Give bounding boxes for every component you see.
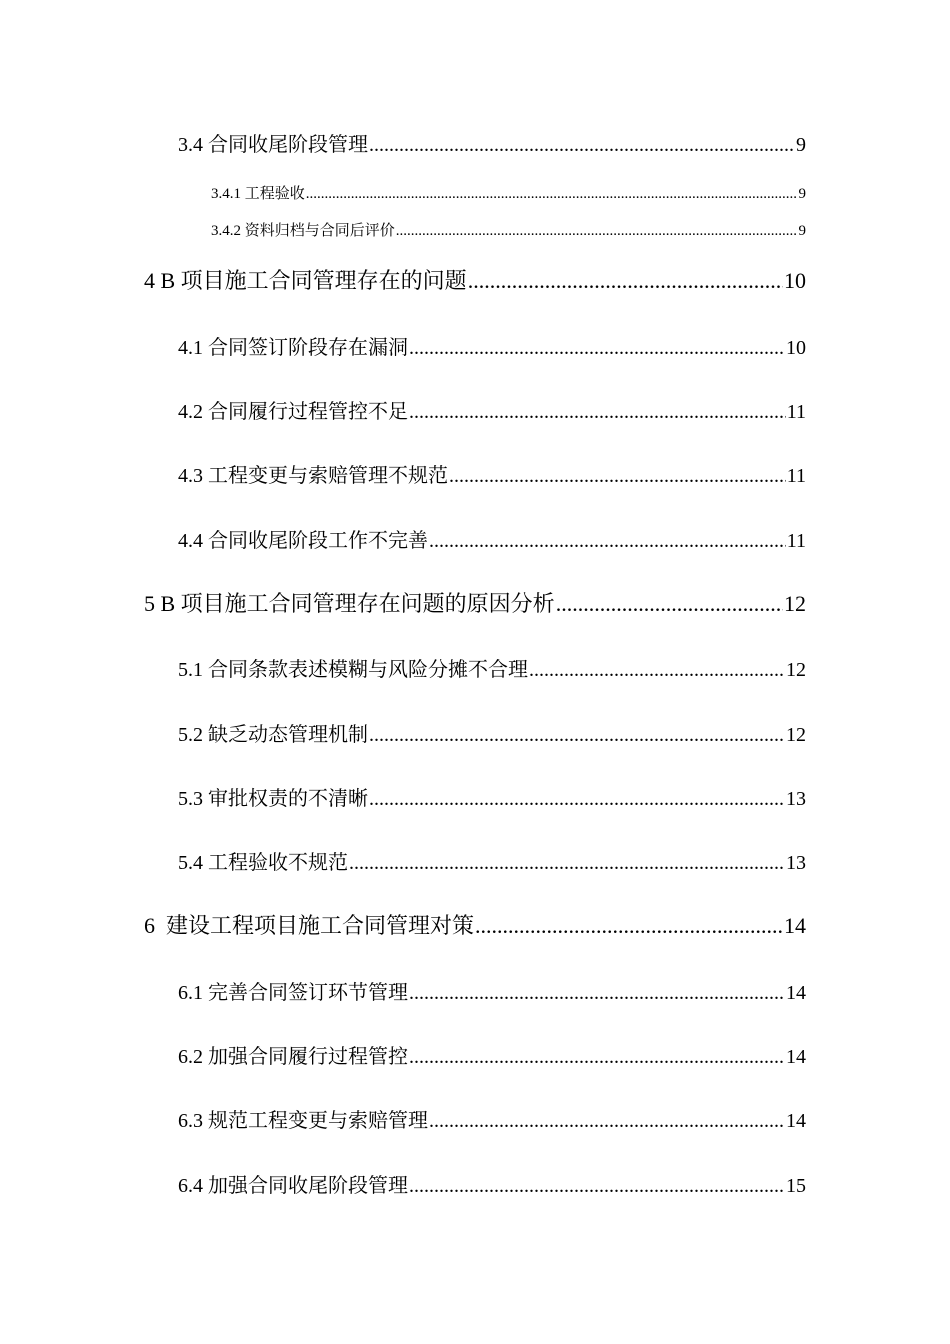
toc-dot-leader <box>556 591 783 617</box>
toc-dot-leader <box>429 1110 785 1133</box>
toc-dot-leader <box>409 982 785 1005</box>
toc-entry-page: 14 <box>786 1110 806 1132</box>
toc-entry-title: 6.1 完善合同签订环节管理 <box>178 982 408 1004</box>
toc-entry-page: 10 <box>784 268 806 293</box>
toc-entry-page: 14 <box>784 913 806 938</box>
toc-dot-leader <box>369 134 795 157</box>
toc-entry-3-4[interactable] <box>178 128 806 157</box>
toc-entry-title: 6.4 加强合同收尾阶段管理 <box>178 1175 408 1197</box>
toc-entry-page: 11 <box>786 401 806 423</box>
toc-entry-title: 4.1 合同签订阶段存在漏洞 <box>178 337 408 359</box>
toc-entry-5-3[interactable] <box>178 782 806 811</box>
toc-entry-title: 5.2 缺乏动态管理机制 <box>178 724 368 746</box>
toc-entry-page: 13 <box>786 788 806 810</box>
toc-entry-4-1[interactable] <box>178 331 806 360</box>
toc-dot-leader <box>409 401 786 424</box>
toc-dot-leader <box>396 223 798 240</box>
toc-entry-page: 12 <box>786 724 806 746</box>
toc-entry-page: 14 <box>786 1046 806 1068</box>
toc-entry-page: 12 <box>786 659 806 681</box>
toc-entry-5[interactable] <box>144 587 806 618</box>
toc-entry-5-2[interactable] <box>178 718 806 747</box>
toc-dot-leader <box>306 186 798 203</box>
toc-entry-4-3[interactable] <box>178 459 806 488</box>
toc-entry-title: 4.2 合同履行过程管控不足 <box>178 401 408 423</box>
toc-entry-title: 4.4 合同收尾阶段工作不完善 <box>178 530 428 552</box>
toc-entry-title: 6.2 加强合同履行过程管控 <box>178 1046 408 1068</box>
toc-entry-page: 12 <box>784 591 806 616</box>
toc-entry-title: 5.1 合同条款表述模糊与风险分摊不合理 <box>178 659 528 681</box>
toc-dot-leader <box>449 465 786 488</box>
toc-entry-title: 4.3 工程变更与索赔管理不规范 <box>178 465 448 487</box>
toc-dot-leader <box>409 1175 785 1198</box>
toc-dot-leader <box>429 530 786 553</box>
toc-entry-page: 9 <box>796 134 806 156</box>
toc-entry-page: 10 <box>786 337 806 359</box>
toc-entry-page: 13 <box>786 852 806 874</box>
toc-entry-page: 14 <box>786 982 806 1004</box>
toc-entry-5-1[interactable] <box>178 653 806 682</box>
toc-dot-leader <box>475 913 783 939</box>
toc-entry-title: 3.4.2 资料归档与合同后评价 <box>211 223 395 239</box>
toc-entry-page: 9 <box>798 223 806 239</box>
toc-entry-page: 11 <box>786 530 806 552</box>
toc-entry-title: 5.3 审批权责的不清晰 <box>178 788 368 810</box>
toc-entry-6[interactable] <box>144 909 806 940</box>
toc-entry-title: 3.4 合同收尾阶段管理 <box>178 134 368 156</box>
toc-dot-leader <box>529 659 785 682</box>
toc-dot-leader <box>369 788 785 811</box>
toc-entry-3-4-1[interactable] <box>211 182 806 203</box>
toc-entry-5-4[interactable] <box>178 846 806 875</box>
toc-entry-title: 5.4 工程验收不规范 <box>178 852 348 874</box>
toc-entry-page: 11 <box>786 465 806 487</box>
toc-dot-leader <box>409 337 785 360</box>
toc-entry-page: 9 <box>798 186 806 202</box>
toc-entry-title: 3.4.1 工程验收 <box>211 186 305 202</box>
toc-dot-leader <box>468 268 783 294</box>
toc-entry-page: 15 <box>786 1175 806 1197</box>
toc-entry-title: 6.3 规范工程变更与索赔管理 <box>178 1110 428 1132</box>
toc-entry-4-2[interactable] <box>178 395 806 424</box>
toc-entry-title: 4 B 项目施工合同管理存在的问题 <box>144 268 467 293</box>
toc-entry-6-4[interactable] <box>178 1169 806 1198</box>
toc-entry-4-4[interactable] <box>178 524 806 553</box>
toc-dot-leader <box>349 852 785 875</box>
toc-entry-4[interactable] <box>144 264 806 295</box>
toc-entry-6-1[interactable] <box>178 976 806 1005</box>
toc-entry-title: 6 建设工程项目施工合同管理对策 <box>144 913 475 938</box>
toc-dot-leader <box>409 1046 785 1069</box>
toc-entry-title: 5 B 项目施工合同管理存在问题的原因分析 <box>144 591 555 616</box>
toc-entry-6-2[interactable] <box>178 1040 806 1069</box>
toc-dot-leader <box>369 724 785 747</box>
toc-entry-3-4-2[interactable] <box>211 219 806 240</box>
toc-entry-6-3[interactable] <box>178 1104 806 1133</box>
